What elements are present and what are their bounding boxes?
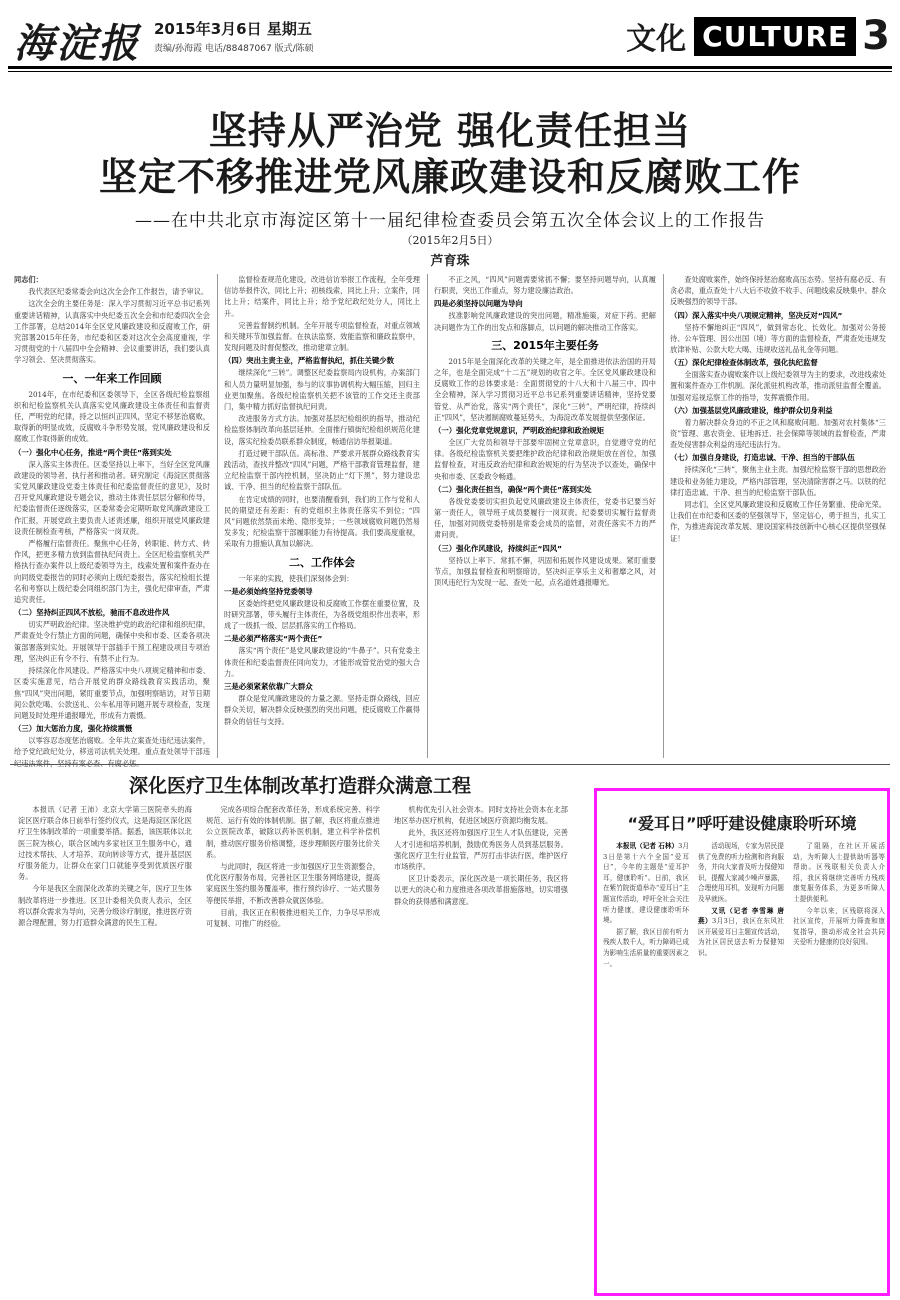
section-banner: [626, 10, 890, 62]
sub-heading: （四）突出主责主业，严格监督执纪，抓住关键少数: [224, 356, 394, 366]
sub-heading: （二）强化责任担当，确保“两个责任”落到实处: [434, 484, 592, 494]
paragraph-text: 3月3日，我区在东风社区开展爱耳日主题宣传活动，为社区居民送去听力保健知识。: [698, 917, 785, 957]
paragraph: 打造过硬干部队伍。高标准、严要求开展群众路线教育实践活动，查找并整改“四风”问题，严格干部教育管理监督，建立纪检监察干部内控机制，坚决防止“灯下黑”，努力建设忠诚、干净、担当的纪检监察干部队伍。: [224, 448, 420, 492]
section-heading: 二、工作体会: [289, 555, 355, 569]
section-heading: 一、一年来工作回顾: [62, 371, 162, 385]
paragraph: 找准影响党风廉政建设的突出问题，精准施策，对症下药。把解决问题作为工作的出发点和落脚点，以问题的解决推动工作落实。: [434, 311, 656, 332]
paragraph: 以零容忍态度惩治腐败。全年共立案查处违纪违法案件，给予党纪政纪处分，移送司法机关处理。重点查处领导干部违纪违法案件，坚持有案必查、有腐必惩。: [14, 736, 210, 768]
paragraph: 同志们，全区党风廉政建设和反腐败工作任务繁重、使命光荣。让我们在市纪委和区委的坚强领导下，坚定信心，勇于担当，扎实工作，为推进海淀改革发展、建设国家科技创新中心核心区提供坚强保证！: [670, 500, 886, 543]
paragraph: 持续深化作风建设。严格落实中央八项规定精神和市委、区委实施意见，结合开展党的群众路线教育实践活动，聚焦“四风”突出问题，紧盯重要节点，加强明察暗访，对节日期间公款吃喝、公款送礼、公车私用等问题开展专项检查，发现问题及时处理并通报曝光，形成有力震慑。: [14, 666, 210, 720]
issue-meta: [154, 18, 314, 54]
paragraph: [603, 841, 689, 926]
paragraph: 了阻隔，在社区开展活动，为听障人士提供助听器等帮助。区残联相关负责人介绍，我区将继续完善听力残疾康复服务体系，为更多听障人士提供便利。: [793, 842, 885, 903]
sub-heading: （五）深化纪律检查体制改革，强化执纪监督: [670, 358, 818, 368]
paragraph: 一年来的实践，使我们深刻体会到：: [238, 573, 354, 583]
lead-author: 芦育珠: [430, 254, 470, 269]
story3-box: [594, 788, 890, 1296]
lead-column-4: [670, 274, 886, 758]
paragraph: 这次全会的主要任务是：深入学习贯彻习近平总书记系列重要讲话精神，认真落实中央纪委五次全会和市纪委四次全会工作部署，总结2014年全区党风廉政建设和反腐败工作，研究部署2015年任务，市纪委和区委对这次全会高度重视，学习贯彻党的十八届四中全会精神、会议重要讲话，我们要认真学习领会、坚决贯彻落实。: [14, 299, 210, 365]
paragraph: 坚持以上率下、常抓不懈，巩固和拓展作风建设成果。紧盯重要节点，加强监督检查和明察暗访，坚决纠正享乐主义和奢靡之风，对顶风违纪行为发现一起、查处一起，点名道姓通报曝光。: [434, 555, 656, 588]
column-rule: [663, 274, 664, 758]
paragraph: 严格履行监督责任。聚焦中心任务，转职能、转方式、转作风，把更多精力放到监督执纪问责上。全区纪检监察机关严格执行查办案件以上级纪委领导为主，线索处置和案件查办在向同级党委报告的同时必须向上级纪委报告，落实纪检组长提名和考察以上级纪委会同组织部门为主，强化纪律审查，严肃追究责任。: [14, 539, 210, 605]
paragraph: 与此同时，我区将进一步加强医疗卫生资源整合，优化医疗服务布局，完善社区卫生服务网络建设，提高家庭医生签约服务覆盖率，推行预约诊疗、一站式服务等便民举措，不断改善群众就医体验。: [206, 862, 380, 905]
paragraph: 完善监督制约机制。全年开展专项监督检查，对重点领域和关键环节加强监督。在执法监察、效能监察和廉政监察中，发现问题及时督促整改，推动建章立制。: [224, 320, 420, 353]
lead-column-3: [434, 274, 656, 758]
column-rule: [427, 274, 428, 758]
lead-headline-line1: 坚持从严治党 强化责任担当: [208, 109, 692, 153]
paragraph-text: 3月3日是第十六个全国“爱耳日”，今年的主题是“爱耳护耳，健康聆听”。日前，我区在紫竹院街道举办“爱耳日”主题宣传活动，呼吁全社会关注听力健康，建设健康聆听环境。: [603, 842, 689, 925]
paragraph: [698, 906, 784, 959]
sub-heading: 四是必须坚持以问题为导向: [434, 299, 523, 309]
paragraph: 完成各项综合配套改革任务，形成系统完善、科学规范、运行有效的体制机制。据了解，我区将重点推进公立医院改革，破除以药补医机制，建立科学补偿机制，推动医疗服务价格调整，逐步理顺医疗服务比价关系。: [206, 805, 380, 859]
lead-headline-line2: 坚定不移推进党风廉政建设和反腐败工作: [98, 155, 801, 199]
paragraph: 持续深化“三转”，聚焦主业主责。加强纪检监察干部的思想政治建设和业务能力建设，严格内部管理，坚决清除害群之马。以铁的纪律打造忠诚、干净、担当的纪检监察干部队伍。: [670, 465, 886, 497]
paragraph: 全面落实查办腐败案件以上级纪委领导为主的要求，改进线索处置和案件查办工作机制。深化派驻机构改革，推动派驻监督全覆盖。加强对巡视巡察工作的指导，发挥震慑作用。: [670, 370, 886, 402]
paragraph: 2014年，在市纪委和区委领导下，全区各级纪检监察组织和纪检监察机关认真落实党风廉政建设主体责任和监督责任，严明党的纪律，持之以恒纠正四风，坚定不移惩治腐败，取得新的明显成效，反腐败斗争形势发展，党风廉政建设和反腐败工作取得新的成效。: [14, 389, 210, 444]
story3-headline: “爱耳日”呼吁建设健康聆听环境: [627, 814, 857, 833]
story2-headline: 深化医疗卫生体制改革打造群众满意工程: [128, 775, 471, 797]
paragraph: 今年以来，区残联将深入社区宣传，开展听力筛查和康复指导，推动形成全社会共同关爱听力健康的良好氛围。: [793, 906, 885, 947]
paragraph: 我代表区纪委常委会向这次全会作工作报告，请予审议。: [28, 287, 209, 297]
paragraph: 各级党委要切实担负起党风廉政建设主体责任，党委书记要当好第一责任人，领导班子成员要履行一岗双责。纪委要切实履行监督责任，加强对同级党委特别是常委会成员的监督，对责任落实不力的严肃问责。: [434, 496, 656, 540]
editors-line: 责编/孙海霞 电话/88487067 版式/陈硕: [154, 44, 314, 54]
byline: 又讯（记者 李雪琳 唐燕）: [698, 906, 784, 926]
sub-heading: 一是必须始终坚持党委领导: [224, 586, 313, 596]
paragraph: 全区广大党员和领导干部要牢固树立党章意识，自觉遵守党的纪律。各级纪检监察机关要把维护政治纪律和政治规矩放在首位，加强监督检查，对违反政治纪律和政治规矩的行为坚决予以查处，确保中央和市委、区委政令畅通。: [434, 438, 656, 481]
paragraph: 区卫计委表示，深化医改是一项长期任务，我区将以更大的决心和力度推进各项改革措施落地，切实增强群众的获得感和满意度。: [394, 874, 568, 906]
sub-heading: 三是必须紧紧依靠广大群众: [224, 682, 313, 692]
newspaper-logo: 海淀报: [14, 20, 140, 67]
paragraph: 此外，我区还将加强医疗卫生人才队伍建设，完善人才引进和培养机制，鼓励优秀医务人员到基层服务。强化医疗卫生行业监管，严厉打击非法行医，维护医疗市场秩序。: [394, 828, 568, 872]
section-divider: [10, 764, 890, 765]
lead-dateline: （2015年2月5日）: [401, 234, 499, 247]
sub-heading: （三）加大惩治力度，强化持续震慑: [14, 724, 133, 734]
story3-column-3: [793, 841, 885, 1291]
paragraph: 区委始终把党风廉政建设和反腐败工作摆在重要位置，及时研究部署，带头履行主体责任，为各级党组织作出表率，形成了一级抓一级、层层抓落实的工作格局。: [224, 598, 420, 631]
lead-column-1: [14, 274, 210, 768]
column-rule: [217, 274, 218, 758]
sub-heading: （四）深入落实中央八项规定精神，坚决反对“四风”: [670, 310, 843, 320]
sub-heading: （六）加强基层党风廉政建设，维护群众切身利益: [670, 405, 833, 415]
paragraph: 本报讯（记者 王沛）北京大学第三医院牵头的海淀区医疗联合体日前举行签约仪式，这是海淀区深化医疗卫生体制改革的一项重要举措。据悉，该医联体以北医三院为核心，联合区域内多家社区卫生服务中心，通过技术帮扶、人才培养、双向转诊等方式，提升基层医疗服务能力，让群众在家门口就能享受到优质医疗服务。: [18, 805, 192, 882]
paragraph: 继续深化“三转”。调整区纪委监察局内设机构，办案部门和人员力量明显加强，参与的议事协调机构大幅压缩，回归主业更加聚焦。各级纪检监察机关把不该管的工作交还主责部门，集中精力抓好监督执纪问责。: [224, 368, 420, 412]
paragraph: 监督检查规范化建设，改进信访举报工作流程，全年受理信访举报件次，同比上升；初核线索，同比上升；立案件，同比上升；结案件，同比上升；给予党纪政纪处分人，同比上升。: [224, 275, 420, 318]
paragraph: 目前，我区正在积极推进相关工作，力争尽早形成可复制、可推广的经验。: [206, 907, 380, 929]
paragraph: 今年是我区全面深化改革的关键之年，医疗卫生体制改革将进一步推进。区卫计委相关负责人表示，全区将以群众需求为导向，完善分级诊疗制度，推进医疗资源合理配置，努力打造群众满意的民生工程。: [18, 884, 192, 928]
sub-heading: （一）强化党章党规意识，严明政治纪律和政治规矩: [434, 426, 604, 436]
byline: 本报讯（记者 石林）: [616, 842, 679, 850]
sub-heading: （三）强化作风建设，持续纠正“四风”: [434, 543, 562, 553]
paragraph: 深入落实主体责任。区委坚持以上率下，当好全区党风廉政建设的领导者、执行者和推动者。研究制定《海淀区贯彻落实党风廉政建设党委主体责任和纪委监督责任的意见》，及时召开党风廉政建设专题会议，推动主体责任层层分解和传导，纪委监督责任逐级落实，区委常委会定期听取党风廉政建设工作汇报，开展党政主要负责人述责述廉，组织开展党风廉政建设责任制检查考核，严格落实一岗双责。: [14, 459, 210, 536]
masthead-rule: [8, 66, 892, 72]
paragraph: 坚持不懈地纠正“四风”，做到常态化、长效化。加强对公务接待、公车管理、因公出国（境）等方面的监督检查，严肃查处违规发放津补贴、公款大吃大喝、违规收送礼品礼金等问题。: [670, 322, 886, 355]
paragraph: 群众是党风廉政建设的力量之源。坚持走群众路线，回应群众关切，解决群众反映强烈的突出问题，使反腐败工作赢得群众的信任与支持。: [224, 694, 420, 726]
sub-heading: （二）坚持纠正四风不放松，驰而不息改进作风: [14, 608, 170, 618]
story2-column-1: [18, 804, 192, 1290]
paragraph: 着力解决群众身边的不正之风和腐败问题。加强对农村集体“三资”管理、惠农资金、征地拆迁、社会保障等领域的监督检查，严肃查处侵害群众利益的违纪违法行为。: [670, 417, 886, 450]
story3-column-1: [603, 841, 689, 1291]
section-name-en: CULTURE: [694, 17, 856, 56]
paragraph: 切实严明政治纪律。坚决维护党的政治纪律和组织纪律，严肃查处令行禁止方面的问题，确保中央和市委、区委各项决策部署落到实处。开展领导干部插手干预工程建设项目专项治理，坚决纠正有令不行、有禁不止行为。: [14, 620, 210, 663]
paragraph: 不正之风，“四风”问题需要常抓不懈；要坚持问题导向，认真履行职责，突出工作重点，努力建设廉洁政治。: [434, 275, 656, 296]
story2-column-3: [394, 804, 568, 1290]
sub-heading: 二是必须严格落实“两个责任”: [224, 634, 323, 644]
paragraph: 机构优先引入社会资本。同时支持社会资本在北部地区举办医疗机构，促进区域医疗资源均衡发展。: [394, 805, 568, 826]
paragraph: 活动现场，专家为居民提供了免费的听力检测和咨询服务，并向大家普及听力保健知识，提醒大家减少噪声暴露，合理使用耳机，发现听力问题及早就医。: [698, 842, 784, 903]
paragraph: 落实“两个责任”是党风廉政建设的“牛鼻子”。只有党委主体责任和纪委监督责任同向发力，才能形成管党治党的强大合力。: [224, 646, 420, 678]
story3-column-2: [698, 841, 784, 1291]
paragraph: 据了解，我区目前有听力残疾人数千人，听力障碍已成为影响生活质量的重要因素之一。: [603, 927, 689, 968]
paragraph: 在肯定成绩的同时，也要清醒看到，我们的工作与党和人民的期望还有差距：有的党组织主体责任落实不到位；“四风”问题依然禁而未绝、隐形变异；一些领域腐败问题仍然易发多发；纪检监察干部履职能力有待提高。我们要高度重视，采取有力措施认真加以解决。: [224, 494, 420, 549]
page-number: 3: [862, 13, 890, 59]
story2-column-2: [206, 804, 380, 1290]
paragraph: 查处腐败案件，始终保持惩治腐败高压态势。坚持有腐必反、有贪必肃，重点查处十八大后不收敛不收手、问题线索反映集中、群众反映强烈的领导干部。: [670, 275, 886, 307]
section-name: 文化: [626, 22, 687, 57]
paragraph: 同志们：: [14, 275, 43, 284]
sub-heading: （一）强化中心任务，推进“两个责任”落到实处: [14, 447, 172, 457]
lead-subtitle: ——在中共北京市海淀区第十一届纪律检查委员会第五次全体会议上的工作报告: [135, 211, 765, 231]
issue-date: 2015年3月6日 星期五: [154, 20, 312, 38]
section-heading: 三、2015年主要任务: [491, 338, 599, 352]
paragraph: 改进服务方式方法。加强对基层纪检组织的指导，推动纪检监察体制改革向基层延伸。全面推行镇街纪检组织规范化建设，落实纪检委员联系群众制度，畅通信访举报渠道。: [224, 414, 420, 446]
lead-headline: [40, 108, 860, 200]
lead-column-2: [224, 274, 420, 758]
sub-heading: （七）加强自身建设，打造忠诚、干净、担当的干部队伍: [670, 453, 855, 463]
masthead: [8, 8, 892, 74]
paragraph: 2015年是全面深化改革的关键之年，是全面推进依法治国的开局之年，也是全面完成“十二五”规划的收官之年。全区党风廉政建设和反腐败工作的总体要求是：全面贯彻党的十八大和十八届三中、四中全会精神，深入学习贯彻习近平总书记系列重要讲话精神，坚持党要管党、从严治党，落实“两个责任”，深化“三转”，严明纪律，持续纠正“四风”，坚决遏制腐败蔓延势头，为海淀改革发展提供坚强保证。: [434, 356, 656, 422]
